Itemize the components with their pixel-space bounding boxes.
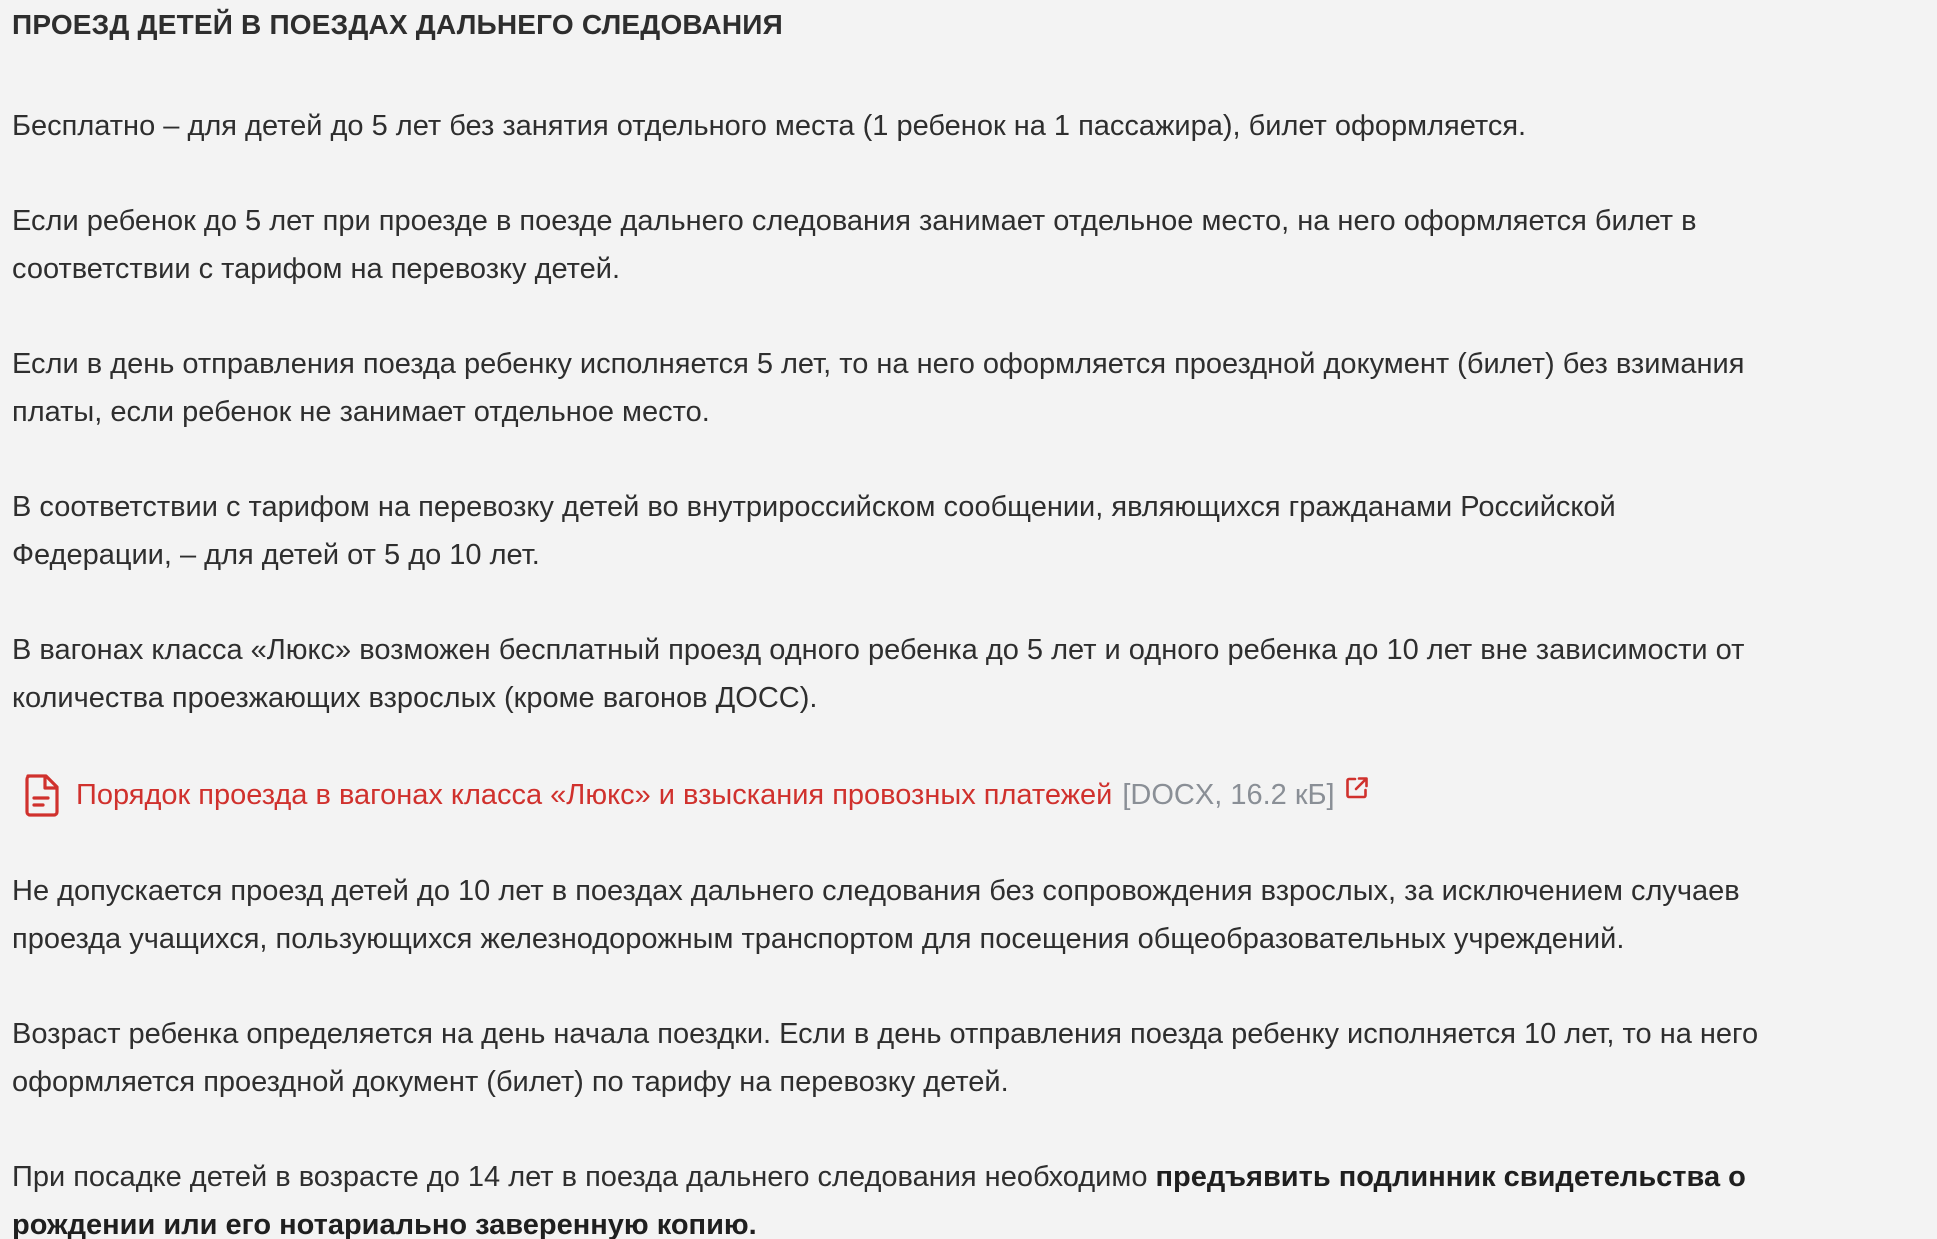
lux-rules-document-link[interactable]: Порядок проезда в вагонах класса «Люкс» и взыскания провозных платежей (76, 779, 1113, 811)
paragraph-unaccompanied (12, 867, 1937, 963)
document-icon[interactable] (22, 771, 62, 819)
paragraph-age-determination (12, 1010, 1937, 1106)
paragraph-line: платы, если ребенок не занимает отдельное место. (12, 396, 710, 428)
paragraph-line: проезда учащихся, пользующихся железнодорожным транспортом для посещения общеобразовательных учреждений. (12, 923, 1625, 955)
paragraph-lux-class (12, 626, 1937, 722)
emphasis-text: рождении или его нотариально заверенную копию. (12, 1209, 757, 1239)
paragraph-fifth-birthday (12, 340, 1937, 436)
document-download-row (12, 771, 1937, 819)
document-file-info: [DOCX, 16.2 кБ] (1122, 779, 1335, 811)
paragraph-line: количества проезжающих взрослых (кроме вагонов ДОСС). (12, 682, 818, 714)
emphasis-text: предъявить подлинник свидетельства о (1155, 1161, 1746, 1193)
paragraph-line: оформляется проездной документ (билет) по тарифу на перевозку детей. (12, 1066, 1009, 1098)
paragraph-line: Не допускается проезд детей до 10 лет в поездах дальнего следования без сопровождения взрослых, за исключением случаев (12, 875, 1740, 907)
paragraph-line: В вагонах класса «Люкс» возможен бесплатный проезд одного ребенка до 5 лет и одного ребенка до 10 лет вне зависимости от (12, 634, 1745, 666)
paragraph-line: Федерации, – для детей от 5 до 10 лет. (12, 539, 540, 571)
paragraph-text: При посадке детей в возрасте до 14 лет в поезда дальнего следования необходимо (12, 1161, 1156, 1193)
paragraph-line: соответствии с тарифом на перевозку детей. (12, 253, 620, 285)
external-link-icon[interactable] (1345, 776, 1369, 800)
paragraph-free-travel (12, 102, 1937, 150)
paragraph-line: Возраст ребенка определяется на день начала поездки. Если в день отправления поезда ребенку исполняется 10 лет, то на него (12, 1018, 1759, 1050)
paragraph-line (12, 1153, 1937, 1201)
paragraph-line: Если в день отправления поезда ребенку исполняется 5 лет, то на него оформляется проездной документ (билет) без взимания (12, 348, 1745, 380)
paragraph-child-tariff (12, 483, 1937, 579)
page-title: ПРОЕЗД ДЕТЕЙ В ПОЕЗДАХ ДАЛЬНЕГО СЛЕДОВАНИЯ (12, 9, 783, 40)
paragraph-line: Если ребенок до 5 лет при проезде в поезде дальнего следования занимает отдельное место, на него оформляется билет в (12, 205, 1697, 237)
paragraph-line: В соответствии с тарифом на перевозку детей во внутрироссийском сообщении, являющихся гражданами Российской (12, 491, 1616, 523)
paragraph-line (12, 1201, 1937, 1239)
paragraph-separate-seat (12, 197, 1937, 293)
paragraph-line: Бесплатно – для детей до 5 лет без занятия отдельного места (1 ребенок на 1 пассажира), билет оформляется. (12, 110, 1527, 142)
paragraph-birth-certificate (12, 1153, 1937, 1239)
